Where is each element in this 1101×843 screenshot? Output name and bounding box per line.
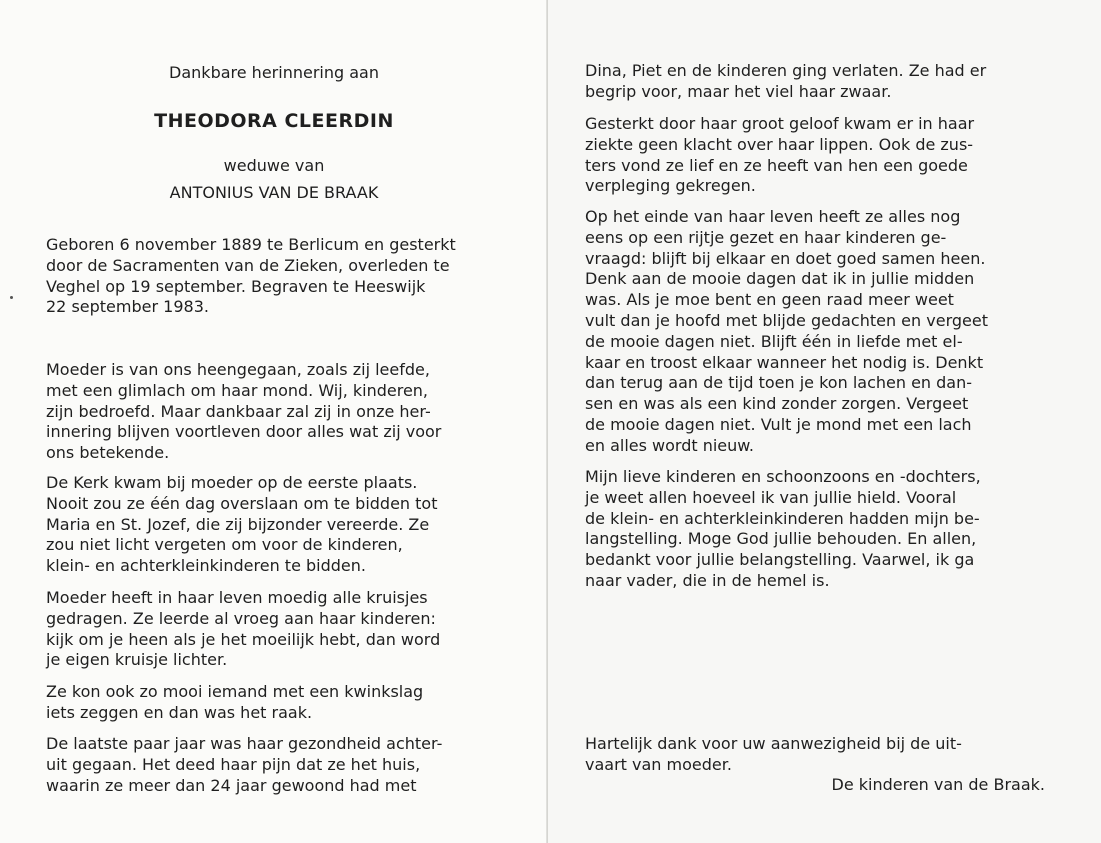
deceased-name: THEODORA CLEERDIN — [154, 110, 394, 132]
faith-paragraph: Gesterkt door haar groot geloof kwam er in haar ziekte geen klacht over haar lippen. Ook de zus- ters vond ze lief en ze heeft van hen een goede verpleging gekregen. — [585, 114, 975, 196]
crosses-paragraph: Moeder heeft in haar leven moedig alle kruisjes gedragen. Ze leerde al vroeg aan haar kinderen: kijk om je heen als je het moeilijk hebt, dan word je eigen kruisje lichter. — [46, 588, 441, 670]
signature-line: De kinderen van de Braak. — [831, 775, 1045, 794]
birth-death-paragraph: Geboren 6 november 1889 te Berlicum en gesterkt door de Sacramenten van de Zieken, overleden te Veghel op 19 september. Begraven te Heeswijk 22 september 1983. — [46, 235, 456, 317]
farewell-paragraph: Mijn lieve kinderen en schoonzoons en -dochters, je weet allen hoeveel ik van jullie hield. Vooral de klein- en achterkleinkinderen hadden mijn be- langstelling. Moge God jullie behouden. En allen, bedankt voor jullie belangstelling. Vaarwel, ik ga naar vader, die in de hemel is. — [585, 467, 981, 590]
thanks-paragraph: Hartelijk dank voor uw aanwezigheid bij de uit- vaart van moeder. — [585, 734, 962, 774]
spouse-name: ANTONIUS VAN DE BRAAK — [169, 183, 379, 202]
humor-paragraph: Ze kon ook zo mooi iemand met een kwinkslag iets zeggen en dan was het raak. — [46, 682, 424, 722]
relation-line: weduwe van — [223, 156, 325, 175]
intro-line: Dankbare herinnering aan — [169, 63, 379, 82]
right-page — [548, 0, 1101, 843]
left-page — [0, 0, 548, 843]
print-speck — [10, 296, 13, 299]
health-paragraph: De laatste paar jaar was haar gezondheid achter- uit gegaan. Het deed haar pijn dat ze het huis, waarin ze meer dan 24 jaar gewoond had met — [46, 734, 443, 795]
last-words-paragraph: Op het einde van haar leven heeft ze alles nog eens op een rijtje gezet en haar kinderen ge- vraagd: blijft bij elkaar en doet goed samen heen. Denk aan de mooie dagen dat ik in jullie midden was. Als je moe bent en geen raad meer weet vult dan je hoofd met blijde gedachten en vergeet de mooie dagen niet. Blijft één in liefde met el- kaar en troost elkaar wanneer het nodig is. Denkt dan terug aan de tijd toen je kon lachen en dan- sen en was als een kind zonder zorgen. Vergeet de mooie dagen niet. Vult je mond met een lach en alles wordt nieuw. — [585, 207, 988, 455]
church-paragraph: De Kerk kwam bij moeder op de eerste plaats. Nooit zou ze één dag overslaan om te bidden tot Maria en St. Jozef, die zij bijzonder vereerde. Ze zou niet licht vergeten om voor de kinderen, klein- en achterkleinkinderen te bidden. — [46, 473, 438, 576]
continuation-paragraph: Dina, Piet en de kinderen ging verlaten. Ze had er begrip voor, maar het viel haar zwaar. — [585, 61, 987, 101]
memory-paragraph: Moeder is van ons heengegaan, zoals zij leefde, met een glimlach om haar mond. Wij, kinderen, zijn bedroefd. Maar dankbaar zal zij in onze her- innering blijven voortleven door alles wat zij voor ons betekende. — [46, 360, 442, 463]
